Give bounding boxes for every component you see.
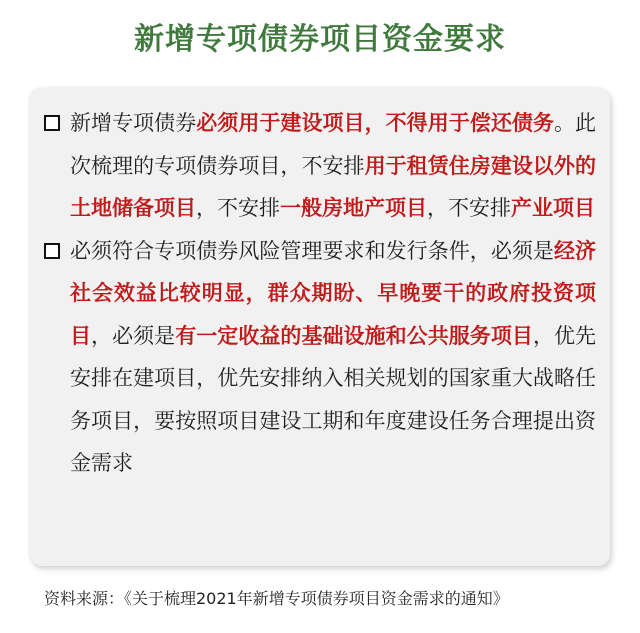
item-text-segment: ，优先安排在建项目，优先安排纳入相关规划的国家重大战略任务项目，要按照项目建设工期和年度建设任务合理提出资金需求 [70, 323, 597, 475]
item-highlight-segment: 经济社会效益比较明显，群众期盼、早晚要干的政府投资项目 [70, 238, 597, 348]
item-highlight-segment: 必须用于建设项目，不得用于偿还债务 [196, 111, 554, 135]
item-text-segment: ，必须是 [91, 323, 176, 348]
item-text-segment: ，不安排 [196, 196, 280, 220]
requirements-panel [30, 88, 610, 566]
item-highlight-segment: 产业项目 [511, 196, 595, 220]
page-title: 新增专项债券项目资金要求 [134, 22, 506, 57]
item-text-segment: ，不安排 [427, 196, 511, 220]
checkbox-bullet-icon [44, 243, 60, 259]
item-text [70, 102, 596, 230]
item-highlight-segment: 有一定收益的基础设施和公共服务项目 [175, 323, 533, 348]
checkbox-bullet-icon [44, 115, 60, 131]
source-citation: 资料来源：《关于梳理2021年新增专项债券项目资金需求的通知》 [44, 589, 509, 608]
item-text-segment: 必须符合专项债券风险管理要求和发行条件，必须是 [70, 238, 554, 263]
list-item [42, 102, 596, 230]
item-highlight-segment: 用于租赁住房建设以外的土地储备项目 [70, 153, 597, 220]
list-item [42, 230, 596, 485]
item-text [70, 230, 596, 485]
item-text-segment: 。此次梳理的专项债券项目，不安排 [70, 111, 597, 178]
item-text-segment: 新增专项债券 [70, 111, 197, 135]
item-highlight-segment: 一般房地产项目 [280, 196, 427, 220]
